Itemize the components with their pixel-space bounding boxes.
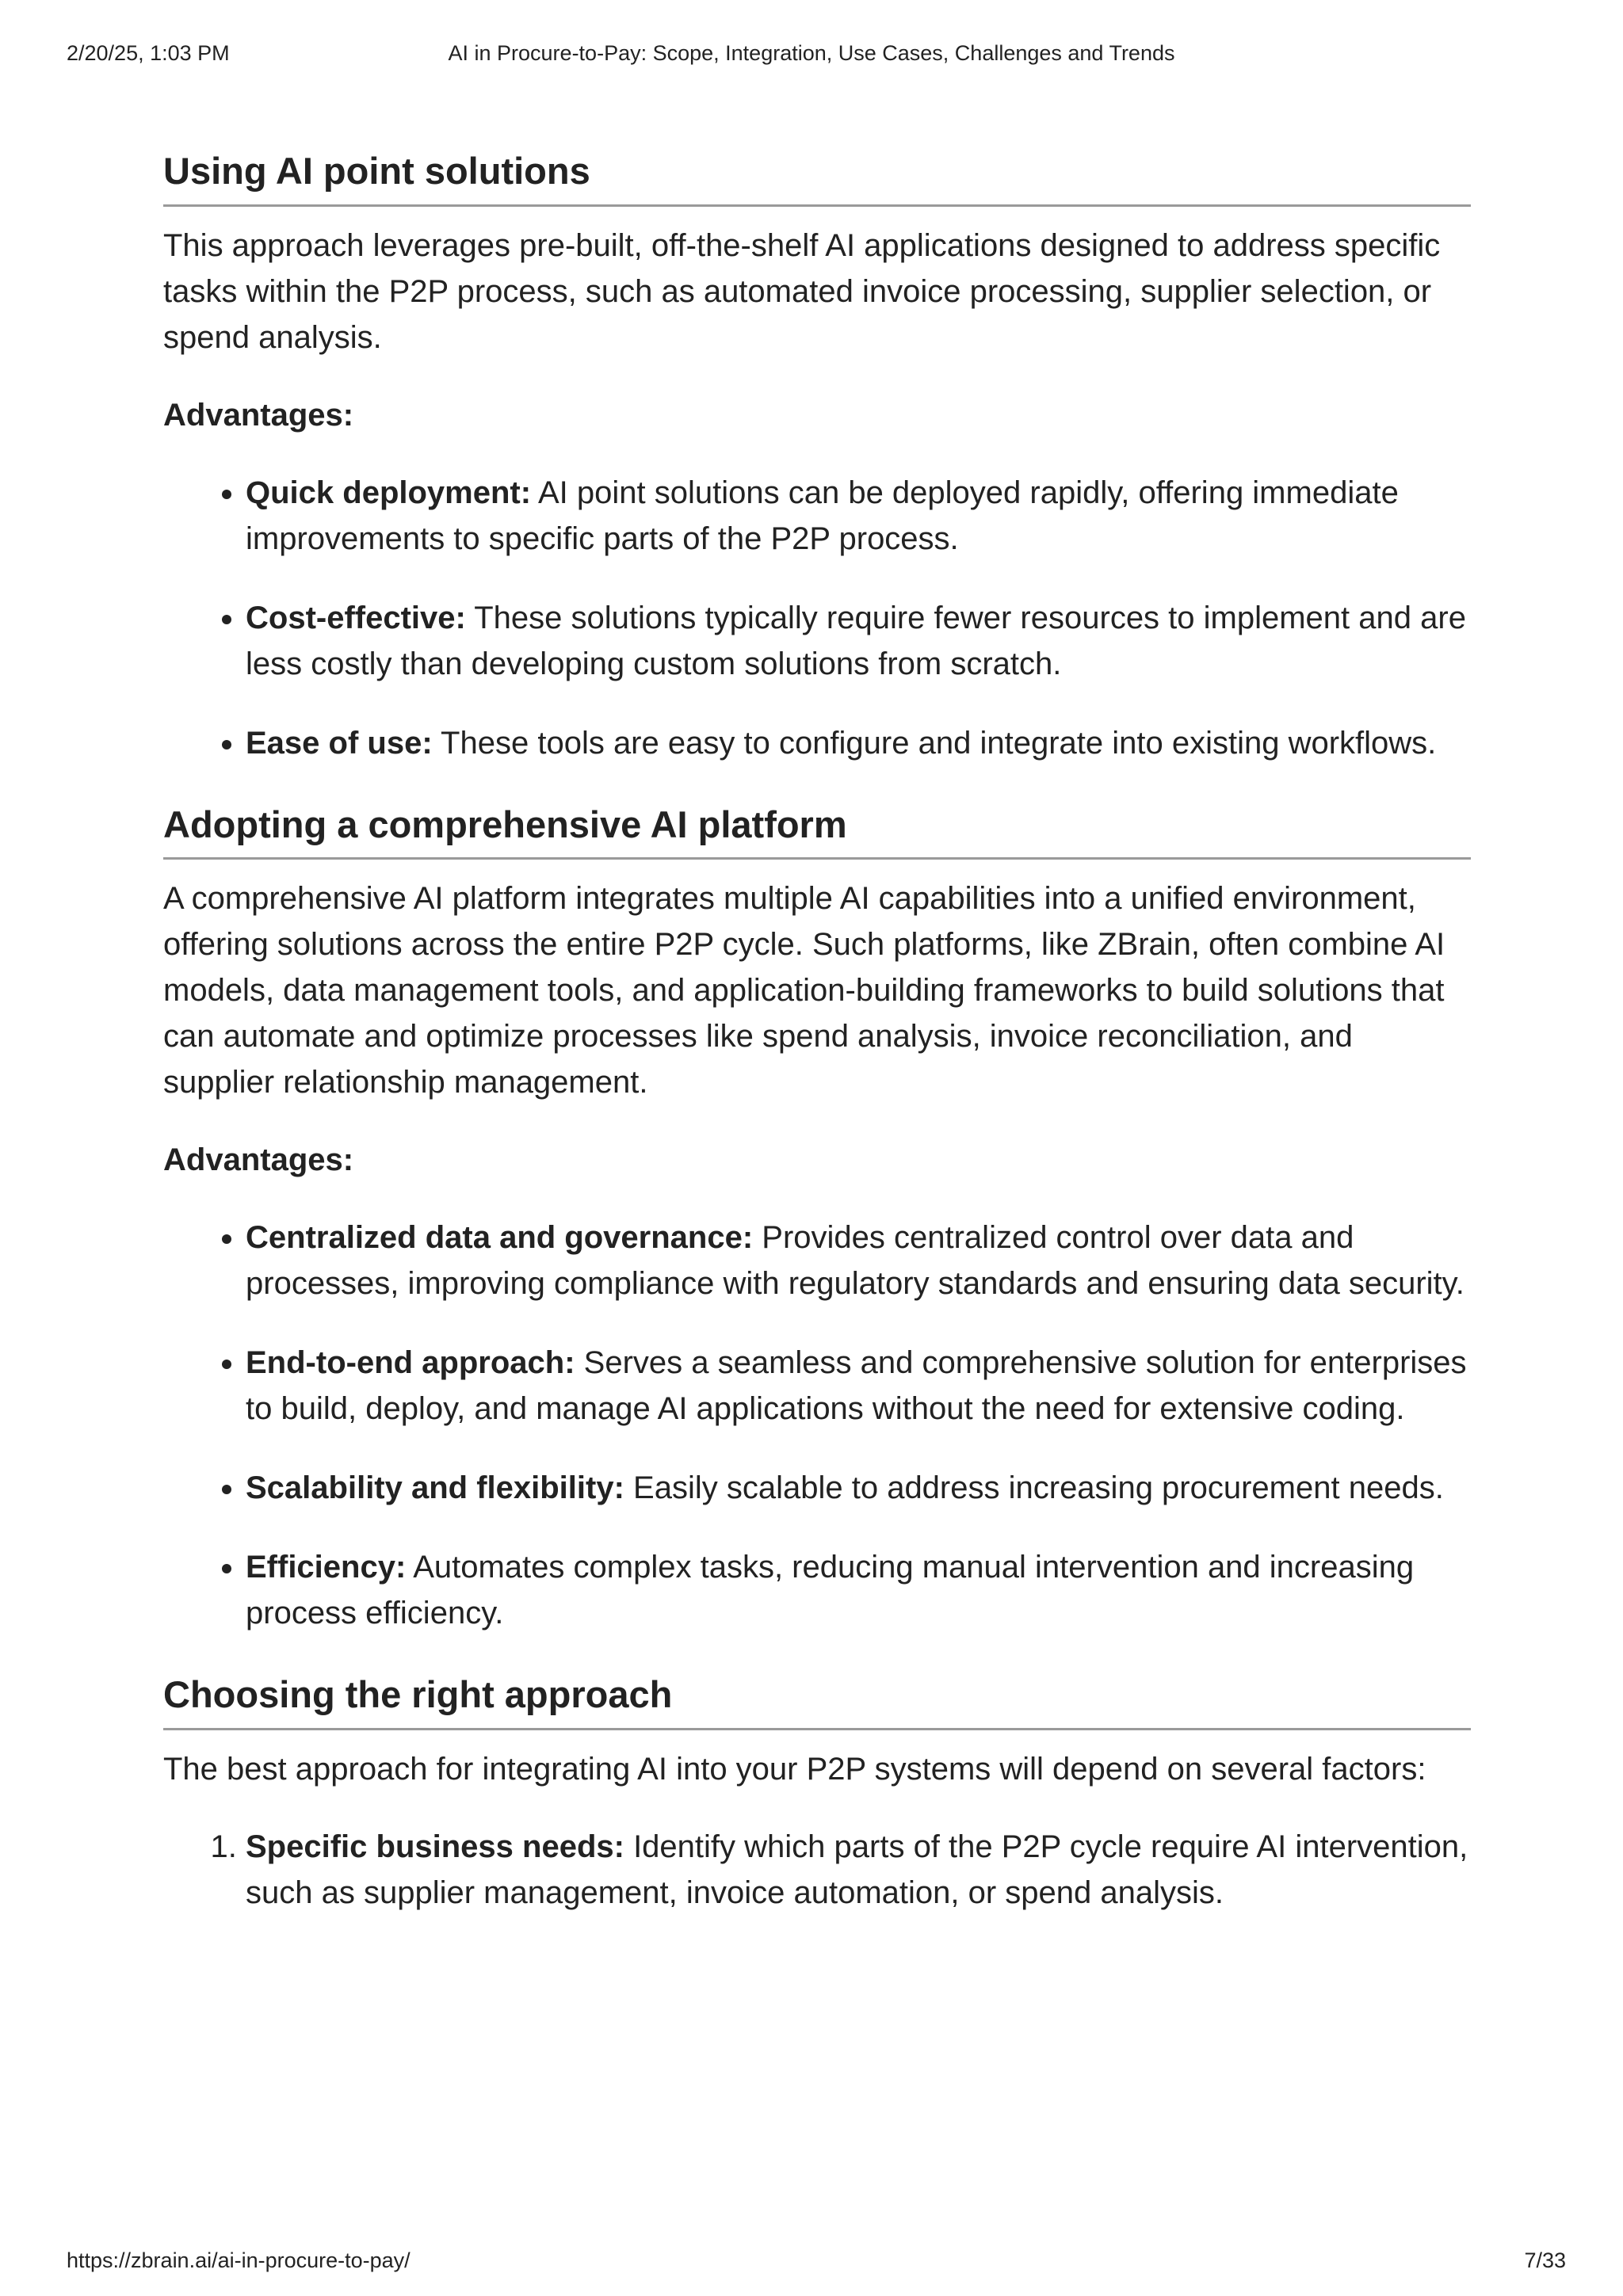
item-text: Easily scalable to address increasing procurement needs. xyxy=(624,1470,1444,1506)
item-text: Automates complex tasks, reducing manual intervention and increasing process efficiency. xyxy=(246,1550,1415,1631)
print-page-title: AI in Procure-to-Pay: Scope, Integration, Use Cases, Challenges and Trends xyxy=(448,41,1175,65)
article-content xyxy=(163,151,1471,1916)
item-lead: End-to-end approach: xyxy=(246,1345,575,1381)
item-lead: Ease of use: xyxy=(246,725,433,761)
item-lead: Specific business needs: xyxy=(246,1829,624,1865)
section-intro: This approach leverages pre-built, off-the-shelf AI applications designed to address specific tasks within the P2P process, such as automated invoice processing, supplier selection, or spend analysis. xyxy=(163,227,1441,355)
item-lead: Scalability and flexibility: xyxy=(246,1470,624,1506)
item-lead: Centralized data and governance: xyxy=(246,1220,754,1256)
list-item xyxy=(246,470,1471,562)
item-text: AI point solutions can be deployed rapidly, offering immediate improvements to specific parts of the P2P process. xyxy=(246,475,1399,556)
item-text: Identify which parts of the P2P cycle require AI intervention, such as supplier management, invoice automation, or spend analysis. xyxy=(246,1829,1468,1911)
list-item xyxy=(246,1340,1471,1432)
item-lead: Quick deployment: xyxy=(246,475,532,510)
list-item xyxy=(246,1824,1471,1916)
section-intro: The best approach for integrating AI into your P2P systems will depend on several factors: xyxy=(163,1752,1426,1787)
factors-list xyxy=(163,1824,1471,1916)
item-text: These solutions typically require fewer resources to implement and are less costly than developing custom solutions from scratch. xyxy=(246,600,1466,681)
print-header xyxy=(0,41,1623,73)
item-text: Provides centralized control over data and processes, improving compliance with regulatory standards and ensuring data security. xyxy=(246,1220,1465,1302)
item-lead: Efficiency: xyxy=(246,1550,407,1585)
page-number: 7/33 xyxy=(1524,2248,1566,2272)
section-right-approach xyxy=(163,1674,1471,1916)
item-text: These tools are easy to configure and integrate into existing workflows. xyxy=(432,725,1437,761)
list-item xyxy=(246,1544,1471,1636)
section-comprehensive-platform xyxy=(163,804,1471,1637)
section-heading: Using AI point solutions xyxy=(163,151,1471,207)
advantages-list xyxy=(163,470,1471,766)
list-item xyxy=(246,1465,1471,1511)
page-url: https://zbrain.ai/ai-in-procure-to-pay/ xyxy=(67,2248,411,2272)
item-text: Serves a seamless and comprehensive solution for enterprises to build, deploy, and manage AI applications without the need for extensive coding. xyxy=(246,1345,1467,1427)
list-item xyxy=(246,1215,1471,1306)
section-intro: A comprehensive AI platform integrates multiple AI capabilities into a unified environment, offering solutions across the entire P2P cycle. Such platforms, like ZBrain, often combine AI models, data management tools, and application-building frameworks to build solutions that can automate and optimize processes like spend analysis, invoice reconciliation, and supplier relationship management. xyxy=(163,881,1445,1100)
print-date: 2/20/25, 1:03 PM xyxy=(67,41,230,65)
advantages-label: Advantages: xyxy=(163,397,354,433)
list-item xyxy=(246,595,1471,687)
section-heading: Choosing the right approach xyxy=(163,1674,1471,1730)
section-heading: Adopting a comprehensive AI platform xyxy=(163,804,1471,860)
section-point-solutions xyxy=(163,151,1471,766)
list-item xyxy=(246,720,1471,766)
advantages-list xyxy=(163,1215,1471,1636)
advantages-label: Advantages: xyxy=(163,1142,354,1178)
item-lead: Cost-effective: xyxy=(246,600,466,635)
